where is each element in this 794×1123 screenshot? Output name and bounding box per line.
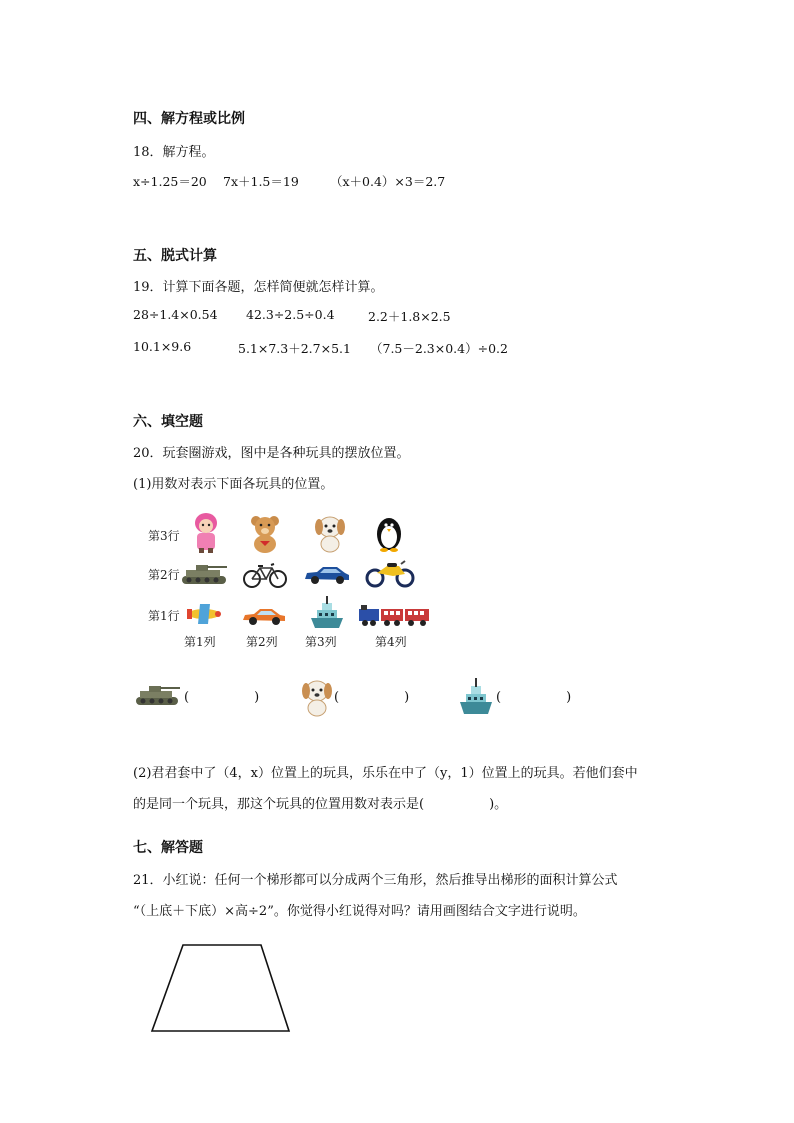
q20-part1: (1)用数对表示下面各玩具的位置。: [133, 477, 334, 492]
bicycle-icon: [242, 561, 288, 589]
col-label-1: 第1列: [184, 635, 216, 649]
ship-icon: [309, 594, 345, 630]
calc-6: （7.5－2.3×0.4）÷0.2: [370, 341, 508, 356]
equation-2: 7x＋1.5＝19: [223, 174, 299, 189]
row-label-2: 第2行: [148, 568, 180, 582]
q21-line2: “（上底＋下底）×高÷2”。你觉得小红说得对吗？请用画图结合文字进行说明。: [133, 904, 586, 919]
row-label-1: 第1行: [148, 609, 180, 623]
puppy-icon: [300, 677, 334, 717]
calc-3: 2.2＋1.8×2.5: [368, 309, 451, 324]
tank-icon: [134, 683, 182, 707]
section7-heading: 七、解答题: [133, 840, 203, 856]
col-label-3: 第3列: [305, 635, 337, 649]
tank-icon: [180, 562, 230, 586]
doll-icon: [188, 512, 224, 554]
col-label-4: 第4列: [375, 635, 407, 649]
puppy-icon: [312, 513, 348, 553]
q18-title: 18．解方程。: [133, 145, 215, 160]
calc-4: 10.1×9.6: [133, 339, 192, 354]
row-label-3: 第3行: [148, 529, 180, 543]
equation-1: x÷1.25＝20: [133, 174, 207, 189]
teddy-bear-icon: [248, 514, 282, 554]
trapezoid-figure: [148, 942, 294, 1036]
answer-blank-ship[interactable]: ( ): [496, 690, 572, 705]
airplane-icon: [184, 600, 224, 630]
penguin-icon: [373, 513, 405, 553]
calc-2: 42.3÷2.5÷0.4: [246, 307, 335, 322]
q20-part2-line2: 的是同一个玩具，那这个玩具的位置用数对表示是( )。: [133, 797, 508, 812]
train-icon: [357, 603, 431, 627]
calc-1: 28÷1.4×0.54: [133, 307, 218, 322]
calc-5: 5.1×7.3＋2.7×5.1: [238, 341, 351, 356]
car-icon: [303, 563, 351, 585]
ship-icon: [458, 676, 494, 716]
answer-blank-puppy[interactable]: ( ): [334, 690, 410, 705]
q19-title: 19．计算下面各题，怎样简便就怎样计算。: [133, 280, 384, 295]
col-label-2: 第2列: [246, 635, 278, 649]
motorcycle-icon: [365, 558, 415, 588]
orange-car-icon: [241, 605, 287, 627]
section6-heading: 六、填空题: [133, 414, 203, 430]
equation-3: （x＋0.4）×3＝2.7: [330, 174, 446, 189]
answer-blank-tank[interactable]: ( ): [184, 690, 260, 705]
section5-heading: 五、脱式计算: [133, 248, 217, 264]
q21-line1: 21．小红说：任何一个梯形都可以分成两个三角形，然后推导出梯形的面积计算公式: [133, 873, 618, 888]
q20-title: 20．玩套圈游戏，图中是各种玩具的摆放位置。: [133, 446, 410, 461]
section4-heading: 四、解方程或比例: [133, 111, 245, 127]
q20-part2-line1: (2)君君套中了（4，x）位置上的玩具，乐乐在中了（y，1）位置上的玩具。若他们套中: [133, 766, 638, 781]
